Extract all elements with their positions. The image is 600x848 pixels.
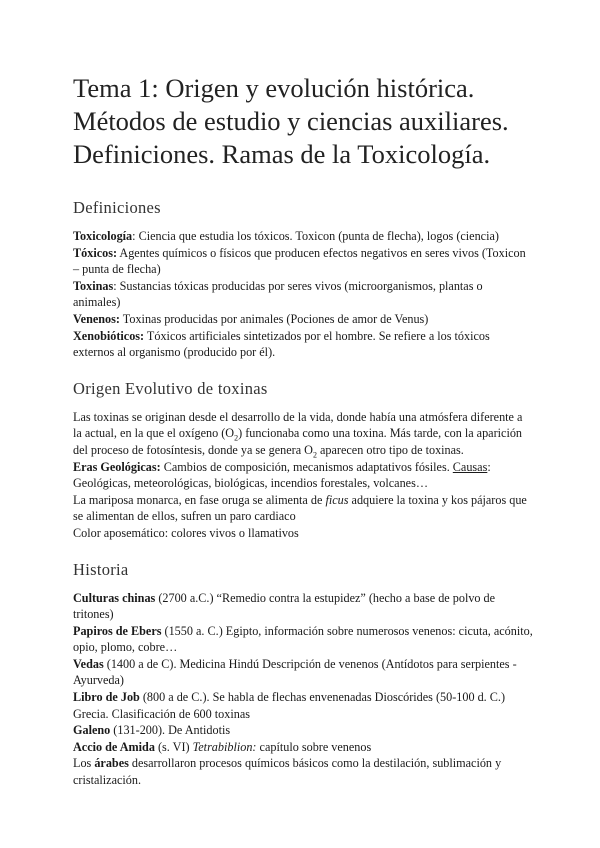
definition-term: Toxinas [73, 278, 114, 293]
historia-term: Galeno [73, 723, 111, 738]
historia-text: (2700 a.C.) “Remedio contra la estupidez” (hecho a base de polvo de tritones) [73, 590, 496, 622]
causas-text: : Geológicas, meteorológicas, biológicas, incendios forestales, volcanes… [73, 459, 491, 491]
historia-term: Culturas chinas [73, 590, 156, 605]
subscript-2: 2 [312, 450, 317, 460]
origen-text: aparecen otro tipo de toxinas. [316, 442, 464, 457]
definition-item [73, 228, 533, 245]
origen-block [73, 409, 533, 542]
historia-text: (s. VI) [154, 739, 193, 754]
historia-term: Libro de Job [73, 690, 140, 705]
historia-term: Papiros de Ebers [73, 623, 162, 638]
historia-text: capítulo sobre venenos [256, 739, 372, 754]
historia-item [73, 689, 533, 722]
origen-paragraph [73, 409, 533, 459]
historia-text: (1400 a de C). Medicina Hindú Descripción de venenos (Antídotos para serpientes - Ayurveda) [73, 656, 517, 688]
historia-text: (800 a de C.). Se habla de flechas envenenadas Dioscórides (50-100 d. C.) Grecia. Clasificación de 600 toxinas [73, 690, 506, 721]
historia-text: desarrollaron procesos químicos básicos como la destilación, sublimación y cristalización. [73, 756, 502, 788]
document-page [73, 72, 533, 789]
historia-term: Vedas [73, 656, 104, 671]
historia-term: árabes [94, 756, 129, 771]
subscript-2: 2 [234, 433, 239, 443]
mariposa-text: adquiere la toxina y kos pájaros que se alimentan de ellos, sufren un paro cardiaco [73, 492, 527, 524]
eras-term: Eras Geológicas: [73, 459, 161, 474]
definition-term: Venenos: [73, 311, 120, 326]
mariposa-paragraph [73, 492, 533, 525]
historia-heading: Historia [73, 559, 129, 579]
historia-text: (131-200). De Antidotis [110, 723, 231, 738]
historia-item [73, 656, 533, 689]
definition-text: : Sustancias tóxicas producidas por seres vivos (microorganismos, plantas o animales) [73, 278, 483, 310]
title-line-3: Definiciones. Ramas de la Toxicología. [73, 139, 491, 169]
definition-text: Tóxicos artificiales sintetizados por el hombre. Se refiere a los tóxicos externos al organismo (producido por él). [73, 328, 490, 360]
eras-text: Cambios de composición, mecanismos adaptativos fósiles. [160, 459, 453, 474]
historia-item [73, 590, 533, 623]
historia-text: (1550 a. C.) Egipto, información sobre numerosos venenos: cicuta, acónito, opio, plomo, cobre… [73, 623, 533, 655]
origen-text: ) funcionaba como una toxina. Más tarde, con la aparición del proceso de fotosíntesis, donde ya se genera O [73, 426, 523, 457]
definition-text: Toxinas producidas por animales (Pociones de amor de Venus) [119, 311, 429, 326]
causas-label: Causas [452, 459, 488, 474]
mariposa-text: La mariposa monarca, en fase oruga se alimenta de [73, 492, 326, 507]
definition-item [73, 278, 533, 311]
origen-text: Las toxinas se originan desde el desarrollo de la vida, donde había una atmósfera diferente a la actual, en la que el oxígeno (O [73, 409, 523, 441]
definition-term: Xenobióticos: [73, 328, 145, 343]
origen-heading: Origen Evolutivo de toxinas [73, 378, 268, 398]
tetrabiblion-italic: Tetrabiblion: [192, 739, 257, 754]
historia-block [73, 590, 533, 789]
historia-item [73, 623, 533, 656]
color-paragraph: Color aposemático: colores vivos o llamativos [73, 525, 299, 540]
page-title [73, 72, 533, 171]
historia-item [73, 722, 533, 739]
historia-item [73, 739, 533, 756]
definition-item [73, 245, 533, 278]
eras-paragraph [73, 459, 533, 492]
historia-term: Accio de Amida [73, 739, 155, 754]
ficus-italic: ficus [325, 492, 349, 507]
definiciones-block [73, 228, 533, 361]
definition-text: : Ciencia que estudia los tóxicos. Toxicon (punta de flecha), logos (ciencia) [132, 229, 499, 243]
definition-item [73, 311, 533, 328]
definition-term: Toxicología [73, 229, 133, 243]
definiciones-heading: Definiciones [73, 198, 161, 217]
historia-text: Los [73, 756, 95, 771]
definition-item [73, 328, 533, 361]
historia-item [73, 755, 533, 788]
title-line-2: Métodos de estudio y ciencias auxiliares. [73, 106, 509, 136]
title-line-1: Tema 1: Origen y evolución histórica. [73, 73, 475, 103]
definition-text: Agentes químicos o físicos que producen efectos negativos en seres vivos (Toxicon – punta de flecha) [73, 245, 526, 277]
definition-term: Tóxicos: [73, 245, 118, 260]
